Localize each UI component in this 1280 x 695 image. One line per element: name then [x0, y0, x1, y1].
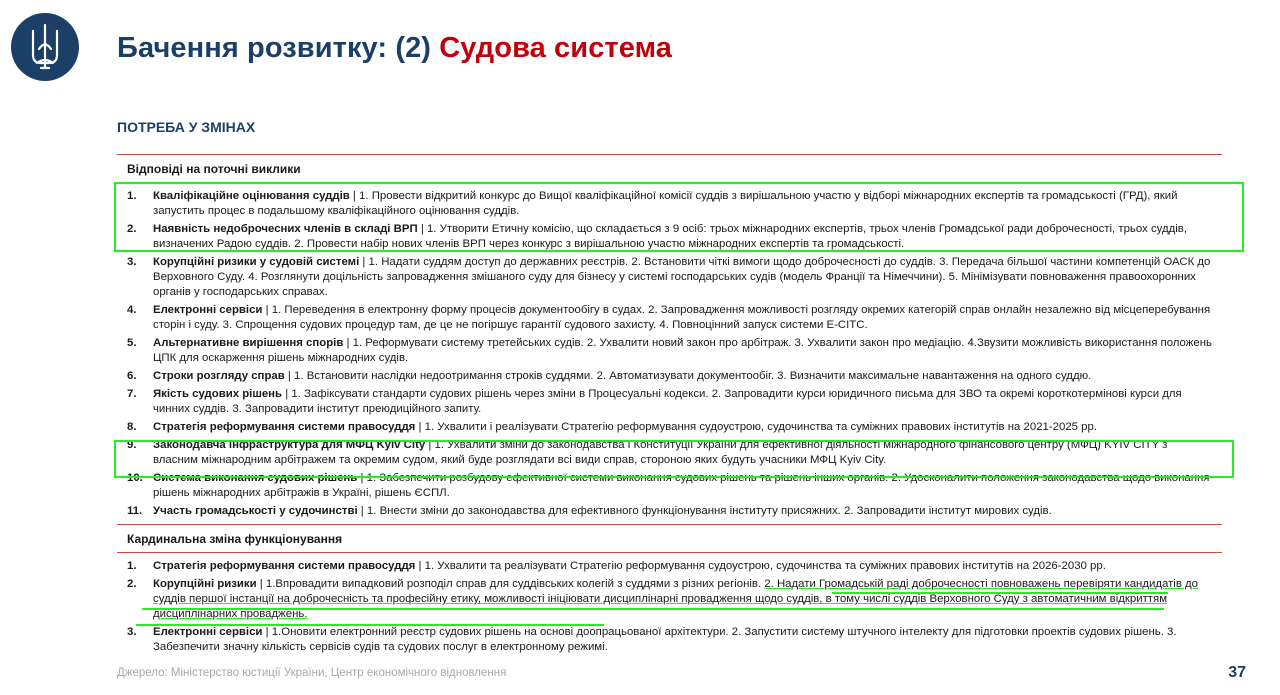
highlight-box [114, 440, 1234, 478]
list-item [117, 504, 1222, 519]
list-item [117, 255, 1222, 300]
item-text: | 1. Надати суддям доступ до державних реєстрів. 2. Встановити чіткі вимоги щодо доброчесності до суддів. 3. Передача більшої частини компетенцій ОАСК до Верховного Суду. 4. Розглянути доцільність запровадження змішаного суду для бізнесу у системі господарських судів (модель Франції та Німеччини). 5. Мінімізувати повноваження правоохоронних органів у господарських справах. [153, 256, 1211, 298]
group-heading-cardinal: Кардинальна зміна функціонування [127, 532, 343, 546]
item-text: | 1.Впровадити випадковий розподіл справ для суддівських колегій з суддями з різних регіонів. [256, 578, 765, 590]
item-number: 1. [127, 190, 137, 202]
item-number: 6. [127, 370, 137, 382]
item-text: | 1. Провести відкритий конкурс до Вищої кваліфікаційної комісії суддів з вирішальною участю у відборі міжнародних експертів та громадськості (ГРД), який запустить процес в подальшому кваліфікаційного оцінювання суддів. [153, 190, 1178, 217]
item-text: | 1. Утворити Етичну комісію, що складається з 9 осіб: трьох міжнародних експертів, трьох членів Громадської ради доброчесності, трьох суддів, визначених Радою суддів. 2. Провести набір нових членів ВРП через конкурс з вирішальною участю міжнародних експертів та громадськості. [153, 223, 1187, 250]
item-text: | 1. Ухвалити зміни до законодавства і Конституції України для ефективної діяльності міжнародного фінансового центру (МФЦ) KYIV CITY з власним міжнародним арбітражем та окремим судом, який буде розглядати всі види справ, стороною яких будуть учасники МФЦ Kyiv City. [153, 439, 1168, 466]
item-number: 7. [127, 388, 137, 400]
item-heading: Альтернативне вирішення спорів [153, 337, 344, 349]
page-title [117, 32, 672, 65]
list-item [117, 559, 1222, 574]
list-item [117, 577, 1222, 622]
item-text: | 1. Встановити наслідки недоотримання строків суддями. 2. Автоматизувати документообіг. 3. Визначити максимальне навантаження на одного суддю. [284, 370, 1092, 382]
trident-icon [11, 13, 79, 81]
highlight-underline [142, 608, 1164, 610]
item-text: | 1. Забезпечити розбудову ефективної системи виконання судових рішень та рішень інших органів. 2. Удосконалити положення законодавства щодо виконання рішень міжнародних арбітражів в Україні, рішень ЄСПЛ. [153, 472, 1210, 499]
item-number: 3. [127, 256, 137, 268]
item-heading: Електронні сервіси [153, 626, 263, 638]
item-text: | 1. Ухвалити і реалізувати Стратегію реформування судоустрою, судочинства та суміжних правових інститутів на 2021-2025 рр. [415, 421, 1097, 433]
list-item [117, 387, 1222, 417]
item-text: | 1. Реформувати систему третейських судів. 2. Ухвалити новий закон про арбітраж. 3. Ухвалити закон про медіацію. 4.Звузити можливість використання положень ЦПК для оскарження рішень міжнародних судів. [153, 337, 1212, 364]
highlight-underline [832, 592, 1168, 594]
list-item [117, 303, 1222, 333]
item-number: 3. [127, 626, 137, 638]
highlight-box [114, 182, 1244, 252]
item-text: | 1. Ухвалити та реалізувати Стратегію реформування судоустрою, судочинства та суміжних правових інститутів на 2026-2030 рр. [415, 560, 1106, 572]
item-text: | 1. Внести зміни до законодавства для ефективного функціонування інституту присяжних. 2. Запровадити інститут мирових судів. [357, 505, 1052, 517]
list-item [117, 369, 1222, 384]
item-heading: Корупційні ризики [153, 578, 257, 590]
item-heading: Електронні сервіси [153, 304, 263, 316]
list-cardinal-change [117, 553, 1222, 660]
list-item [117, 420, 1222, 435]
item-number: 5. [127, 337, 137, 349]
item-heading: Система виконання судових рішень [153, 472, 358, 484]
item-heading: Стратегія реформування системи правосуддя [153, 560, 416, 572]
item-number: 11. [127, 505, 143, 517]
item-text: | 1. Зафіксувати стандарти судових рішень через зміни в Процесуальні кодекси. 2. Запровадити курси юридичного письма для ЗВО та окремі короткотермінові курси для чинних суддів. 3. Запровадити інститут преюдиційного запиту. [153, 388, 1182, 415]
item-heading: Строки розгляду справ [153, 370, 285, 382]
page-title-part2: Судова система [439, 32, 672, 64]
item-heading: Законодавча інфраструктура для МФЦ Kyiv City [153, 439, 426, 451]
item-heading: Участь громадськості у судочинстві [153, 505, 358, 517]
item-text: | 1. Переведення в електронну форму процесів документообігу в судах. 2. Запровадження можливості розгляду окремих категорій справ онлайн незалежно від місцеперебування сторін і суду. 3. Спрощення судових процедур там, де це не погіршує гарантії судового захисту. 4. Повноцінний запуск системи Е-СІТС. [153, 304, 1211, 331]
item-number: 2. [127, 578, 137, 590]
item-number: 10. [127, 472, 143, 484]
coat-of-arms-logo [11, 13, 79, 81]
list-item [117, 336, 1222, 366]
item-heading: Кваліфікаційне оцінювання суддів [153, 190, 350, 202]
item-heading: Корупційні ризики у судовій системі [153, 256, 360, 268]
highlighted-text: 2. Надати Громадській раді доброчесності повноважень перевіряти кандидатів до суддів першої інстанції на доброчесність та професійну етику, можливості ініціювати дисциплінарні провадження щодо суддів, в тому числі суддів Верховного Суду з автоматичним відкриттям дисциплінарних проваджень. [153, 578, 1199, 620]
item-number: 1. [127, 560, 137, 572]
page-title-part1: Бачення розвитку: (2) [117, 32, 432, 64]
item-number: 4. [127, 304, 137, 316]
item-number: 9. [127, 439, 137, 451]
highlight-underline [136, 624, 604, 626]
item-heading: Наявність недоброчесних членів в складі ВРП [153, 223, 418, 235]
page-number: 37 [1228, 664, 1246, 681]
list-item [117, 625, 1222, 655]
item-number: 2. [127, 223, 137, 235]
section-label: ПОТРЕБА У ЗМІНАХ [117, 119, 256, 135]
item-heading: Якість судових рішень [153, 388, 283, 400]
group-heading-current: Відповіді на поточні виклики [127, 162, 301, 176]
item-text: | 1.Оновити електронний реєстр судових рішень на основі доопрацьованої архітектури. 2. Запустити систему штучного інтелекту для підготовки проектів судових рішень. 3. Забезпечити значну кількість сервісів судів та судових послуг в електронному режимі. [153, 626, 1177, 653]
source-note: Джерело: Міністерство юстиції України, Центр економічного відновлення [117, 667, 507, 679]
item-number: 8. [127, 421, 137, 433]
item-heading: Стратегія реформування системи правосуддя [153, 421, 416, 433]
